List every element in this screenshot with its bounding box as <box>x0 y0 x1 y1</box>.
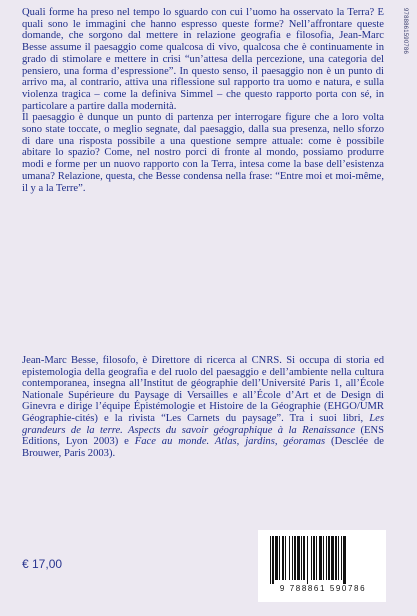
barcode-bar <box>338 536 339 580</box>
barcode-bar <box>331 536 334 580</box>
bio-lead: Jean-Marc Besse, filosofo, è Direttore di ricerca al CNRS. Si occupa di storia ed epistemologia della geografia e del ruolo del paesaggio e dell’ambiente nella cultura contemporanea, insegna all’Institut de géographie dell’Université Paris 1, all’École Nationale Supérieure du Paysage di Versailles e all’École d’Art et de Design di Ginevra e dirige l’équipe Épistémologie et Histoire de la Géographie (EHGO/UMR Géographie-cités) e la rivista “Les Carnets du paysage”. Tra i suoi libri, <box>22 355 384 424</box>
barcode-bar <box>282 536 284 580</box>
barcode-icon <box>268 536 378 584</box>
book-title-2: Face au monde. Atlas, jardins, géoramas <box>134 436 326 448</box>
barcode-bar <box>328 536 330 580</box>
isbn-vertical-text: 9788861590786 <box>402 8 408 54</box>
barcode-bar <box>326 536 327 580</box>
barcode-area <box>258 530 386 602</box>
price-label: € 17,00 <box>22 557 63 571</box>
barcode-bar <box>323 536 324 580</box>
blurb-paragraph-1: Quali forme ha preso nel tempo lo sguardo con cui l’uomo ha osservato la Terra? E quali sono le immagini che hanno espresso queste forme? Nell’affrontare queste domande, che sorgono dal mettere in relazione geografia e filosofia, Jean-Marc Besse assume il paesaggio come qualcosa di vivo, qualcosa che è continuamente in grado di stimolare e mettere in crisi “un’attesa della percezione, una categoria del pensiero, una forma d’espressione”. In questo senso, il paesaggio non è un punto di arrivo ma, al contrario, attiva una riflessione sul rapporto tra uomo e natura, e sulla violenza tragica – come la definiva Simmel – che questo rapporto porta con sé, in particolare a partire dalla modernità. <box>22 7 384 112</box>
barcode-bar <box>319 536 322 580</box>
barcode-bar <box>272 536 274 584</box>
barcode-bar <box>270 536 271 584</box>
barcode-bar <box>303 536 305 580</box>
barcode-bar <box>297 536 300 580</box>
barcode-bar <box>292 536 293 580</box>
barcode-bar <box>275 536 278 580</box>
barcode-bar <box>307 536 308 584</box>
barcode-bar <box>343 536 346 584</box>
barcode-bar <box>313 536 315 580</box>
barcode-bar <box>301 536 302 580</box>
book-pub-1: (ENS Editions, Lyon 2003) e <box>22 424 384 448</box>
barcode-bar <box>294 536 296 580</box>
barcode-bar <box>279 536 280 580</box>
cover-blurb <box>22 7 384 194</box>
blurb-paragraph-2: Il paesaggio è dunque un punto di partenza per interrogare figure che a loro volta sono state toccate, o meglio segnate, dal paesaggio, dalla sua presenza, nello sforzo di dare una risposta possibile a una questione sempre attuale: come è possibile abitare lo spazio? Come, nel nostro porci di fronte al mondo, possiamo produrre modi e forme per un nuovo rapporto con la Terra, intesa come la base dell’esistenza umana? Relazione, questa, che Besse condensa nella frase: “Entre moi et moi-même, il y a la Terre”. <box>22 112 384 194</box>
author-bio-paragraph <box>22 355 384 459</box>
barcode-bar <box>311 536 312 580</box>
book-pub-2: (Desclée de Brouwer, Paris 2003). <box>22 436 384 459</box>
barcode-bar <box>289 536 290 580</box>
book-title-1: Les grandeurs de la terre. Aspects du savoir géographique à la Renaissance <box>22 412 384 436</box>
barcode-bar <box>335 536 337 580</box>
barcode-bar <box>316 536 317 580</box>
barcode-digits: 9 788861 590786 <box>279 584 367 593</box>
barcode-bar <box>341 536 342 580</box>
barcode-bar <box>285 536 286 580</box>
author-bio <box>22 355 384 459</box>
